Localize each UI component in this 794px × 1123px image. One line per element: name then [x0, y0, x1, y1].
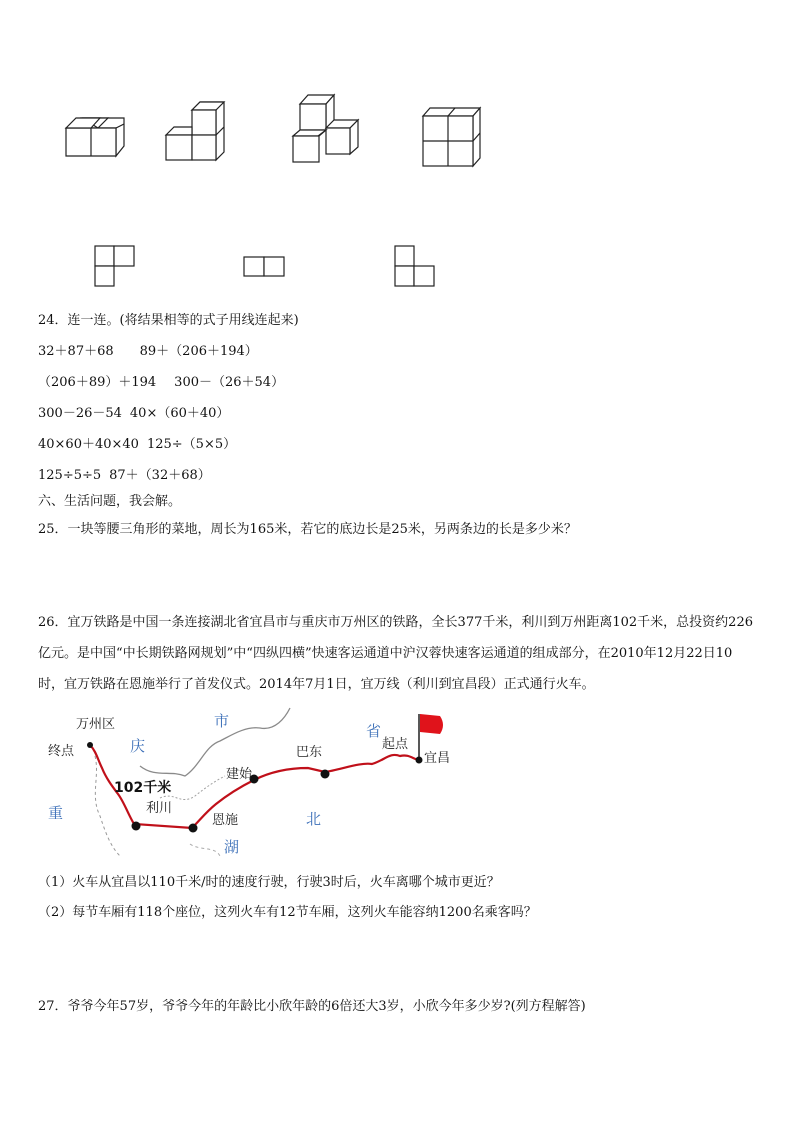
station-wanzhou: [87, 742, 93, 748]
q24-title: 24．连一连。(将结果相等的式子用线连起来): [38, 313, 299, 328]
label-jianshi: 建始: [226, 767, 253, 782]
cube-figures: [0, 80, 794, 300]
q24-right-2[interactable]: 300－（26＋54）: [174, 375, 285, 390]
q24-right-4[interactable]: 125÷（5×5）: [146, 437, 237, 452]
cube-figure-4: [423, 108, 480, 166]
q24-left-4[interactable]: 40×60＋40×40: [38, 437, 139, 452]
label-chong: 重: [48, 804, 64, 822]
label-bei: 北: [306, 810, 322, 828]
view-diagram-3: [395, 246, 434, 286]
station-enshi: [189, 824, 198, 833]
q24-right-3[interactable]: 40×（60＋40）: [129, 406, 230, 421]
label-end: 终点: [48, 744, 75, 759]
label-badong: 巴东: [296, 745, 323, 760]
q24-row-2: [38, 375, 284, 391]
q26-text: 26．宜万铁路是中国一条连接湖北省宜昌市与重庆市万州区的铁路，全长377千米，利川到万州距离102千米，总投资约226亿元。是中国“中长期铁路网规划”中“四纵四横”快速客运通道中沪汉蓉快速客运通道的组成部分，在2010年12月22日10时，宜万铁路在恩施举行了首发仪式。2014年7月1日，宜万线（利川到宜昌段）正式通行火车。: [38, 615, 753, 692]
label-enshi: 恩施: [212, 813, 239, 828]
label-wanzhou: 万州区: [76, 717, 116, 732]
q24-row-1: [38, 344, 258, 360]
label-sheng: 省: [366, 722, 382, 740]
q27-text: 27．爷爷今年57岁，爷爷今年的年龄比小欣年龄的6倍还大3岁，小欣今年多少岁?(列方程解答): [38, 999, 586, 1014]
q24-row-4: [38, 437, 236, 453]
view-diagram-1: [95, 246, 134, 286]
cube-figure-3: [293, 95, 358, 162]
q24-right-5[interactable]: 87＋（32＋68）: [109, 468, 211, 483]
railway-map: [40, 706, 470, 862]
q24-left-2[interactable]: （206＋89）＋194: [38, 375, 157, 390]
q24-row-3: [38, 406, 229, 422]
q24-left-5[interactable]: 125÷5÷5: [38, 468, 102, 483]
station-badong: [321, 770, 330, 779]
station-lichuan: [132, 822, 141, 831]
q24-right-1[interactable]: 89＋（206＋194）: [139, 344, 258, 359]
q24-left-3[interactable]: 300－26－54: [38, 406, 122, 421]
q24-row-5: [38, 468, 211, 484]
section-6-heading: 六、生活问题，我会解。: [38, 494, 182, 509]
label-lichuan: 利川: [146, 801, 173, 816]
label-hu: 湖: [224, 838, 240, 856]
label-yichang: 宜昌: [424, 751, 451, 766]
q25-text: 25．一块等腰三角形的菜地，周长为165米，若它的底边长是25米，另两条边的长是多少米？: [38, 522, 577, 537]
label-qing: 庆: [130, 737, 146, 755]
label-start: 起点: [382, 737, 409, 752]
label-distance: 102千米: [114, 780, 172, 796]
view-diagram-2: [244, 257, 284, 276]
q26-sub2: （2）每节车厢有118个座位，这列火车有12节车厢，这列火车能容纳1200名乘客吗？: [38, 905, 537, 920]
cube-figure-2: [166, 102, 224, 160]
q26-sub1: （1）火车从宜昌以110千米/时的速度行驶，行驶3时后，火车离哪个城市更近？: [38, 875, 500, 890]
q24-left-1[interactable]: 32＋87＋68: [38, 344, 114, 359]
label-shi: 市: [214, 712, 230, 730]
cube-figure-1: [66, 118, 124, 156]
